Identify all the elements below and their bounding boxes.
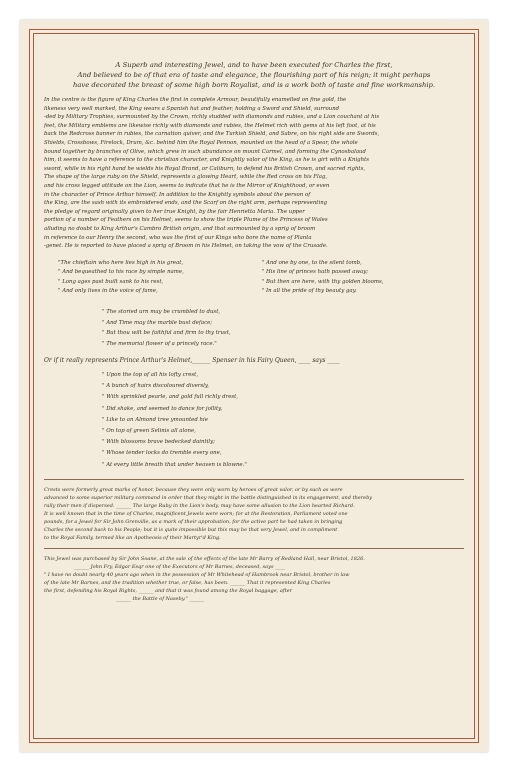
text-line: The shape of the large ruby on the Shield, represents a glowing Heart, while the Red cross on his Flag, bbox=[44, 174, 328, 181]
poem-line: "The chieftain who here lies high in his great, bbox=[58, 259, 184, 266]
stanza-one bbox=[102, 307, 464, 349]
poem-line: " And Time may the marble bust deface; bbox=[102, 319, 213, 326]
poem-line: " Long ages past built sank to his rest, bbox=[58, 278, 164, 285]
text-line: In the centre is the figure of King Charles the first in complete Armour, beautifully enamelled on fine gold, the bbox=[44, 97, 347, 103]
text-line: the pledge of regard originally given to her true Knight, by the fair Henrietta Maria. The upper bbox=[44, 208, 305, 215]
description-paragraph bbox=[44, 96, 464, 251]
text-line: him, it seems to have a reference to the christian character, and Knightly valor of the King, as he is girt with a Knights bbox=[44, 157, 370, 164]
text-line: feet, the Military emblems are likewise richly with diamonds and rubies, the Helmet rich with gems at his left foot, at his bbox=[44, 122, 376, 129]
poem-line: " A bunch of hairs discoloured diversly, bbox=[102, 383, 209, 390]
notes-paragraph bbox=[44, 486, 464, 542]
text-line: Crests were formerly great marks of honor, because they were only worn by heroes of great valor, or by such as were bbox=[44, 486, 343, 493]
poem-line: " Like to an Almond tree ymounted hie bbox=[102, 416, 208, 423]
text-line: bound together by branches of Olive, which grew in such abundance on mount Carmel, and forming the Cynosbalaud bbox=[44, 148, 366, 155]
poem-left-column bbox=[58, 259, 246, 297]
poem-line: " But then are here, with thy golden blooms, bbox=[261, 278, 384, 285]
text-line: -genet. He is reported to have placed a sprig of Broom in his Helmet, on taking the vow of the Crusade. bbox=[44, 243, 328, 250]
poem-line: " And bequeathed to his race by simple name, bbox=[58, 269, 184, 276]
text-line: likeness very well marked, the King wears a Spanish hat and feather, holding a Sword and Shield, surround bbox=[44, 105, 340, 112]
poem-line: " In all the pride of thy beauty gay. bbox=[261, 288, 357, 295]
poem-line: " At every little breath that under heaven is blowne." bbox=[102, 461, 247, 468]
divider bbox=[44, 479, 464, 480]
heading-line: And believed to be of that era of taste and elegance, the flourishing part of his reign; it might perhaps bbox=[77, 71, 431, 79]
poem-line: " The storied urn may be crumbled to dust, bbox=[102, 309, 221, 316]
text-line: portion of a number of Feathers on his Helmet, seems to show the triple Plume of the Princess of Wales bbox=[44, 217, 328, 224]
text-line: Shields, Crossbows, Firelock, Drum, &c. behind him the Royal Pennon, mounted on the head of a Spear, the whole bbox=[44, 139, 358, 146]
text-line: in reference to our Henry the second, who was the first of our Kings who bore the name of Planta bbox=[44, 234, 312, 241]
poem-line: " His line of princes hath passed away; bbox=[261, 269, 369, 276]
text-line: This Jewel was purchased by Sir John Soane, at the sale of the effects of the late Mr Barry of Redland Hall, near Bristol, 1826. bbox=[44, 555, 365, 562]
text-line: to the Royal Family, termed like an Apotheosis of their Martyr'd King. bbox=[44, 534, 221, 541]
poem-line: " With blossoms brave bedecked daintily; bbox=[102, 439, 215, 446]
poem-line: " Whose tender locks do tremble every one, bbox=[102, 450, 222, 457]
heading-line: have decorated the breast of some high born Royalist, and is a work both of taste and fine workmanship. bbox=[72, 81, 436, 89]
text-line: ______ the Battle of Naseby." ______ bbox=[116, 595, 205, 602]
spenser-intro-line: Or if it really represents Prince Arthur's Helmet,______ Spenser in his Fairy Queen, ____ says ____ bbox=[44, 357, 340, 365]
text-line: advanced to some superior military command in order that they might in the battle distinguished in its engagement, and thereby bbox=[44, 494, 373, 501]
text-line: in the character of Prince Arthur himself. In addition to the Knightly symbols about the person of bbox=[44, 191, 311, 198]
heading bbox=[44, 60, 464, 90]
text-line: of the late Mr Barnes, and the tradition whether true, or false, has been. ______ That it represented King Charles bbox=[44, 579, 331, 586]
manuscript-text bbox=[44, 60, 464, 603]
text-line: It is well known that in the time of Charles, magnificent Jewels were worn; for at the Restoration, Parliament voted one bbox=[44, 510, 348, 517]
provenance-paragraph bbox=[44, 555, 464, 603]
text-line: the King, are the sash with its embroidered ends, and the Scarf on the right arm, perhaps representing bbox=[44, 200, 328, 207]
text-line: sword, while in his right hand he wields his Royal Brand, or Caliburn, to defend his British Crown, and sacred rights, bbox=[44, 165, 366, 172]
heading-line: A Superb and interesting Jewel, and to have been executed for Charles the first, bbox=[115, 61, 393, 69]
poem-line: " Upon the top of all his lofty crest, bbox=[102, 372, 199, 379]
poem-columns bbox=[58, 259, 450, 297]
text-line: alluding no doubt to King Arthur's Cambro British origin, and that surmounted by a sprig of broom bbox=[44, 225, 316, 232]
poem-line: " Did shake, and seemed to dance for jollity, bbox=[102, 405, 223, 412]
text-line: rally their men if dispersed. ______ The large Ruby in the Lion's body, may have some allusion to the Lion hearted Richard. bbox=[44, 502, 355, 509]
text-line: ______ John Fry, Edgar Esqr one of the Executors of Mr Barnes, deceased, says ____ bbox=[74, 563, 286, 570]
poem-line: " With sprinkled pearle, and gold full richly drest, bbox=[102, 394, 239, 401]
text-line: -ded by Military Trophies, surmounted by the Crown, richly studded with diamonds and rubies, and a Lion couchant at his bbox=[44, 114, 380, 121]
poem-right-column bbox=[262, 259, 450, 297]
poem-line: " The memorial flower of a princely race." bbox=[102, 340, 217, 347]
text-line: and his cross legged attitude on the Lion, seems to indicate that he is the Mirror of Knighthood, or even bbox=[44, 182, 330, 189]
poem-line: " And only lives in the voice of fame, bbox=[58, 288, 158, 295]
stanza-two bbox=[102, 370, 464, 471]
text-line: pounds, for a Jewel for Sir John Grenville, as a mark of their approbation, for the active part he had taken in bringing bbox=[44, 518, 343, 525]
text-line: back the Redcross banner in rubies, the carnation quiver, and the Turkish Shield, and Sabre, on his right side are Swords, bbox=[44, 131, 380, 138]
poem-line: " But thou wilt be faithful and firm to thy trust, bbox=[102, 330, 231, 337]
poem-line: " And one by one, to the silent tomb, bbox=[261, 259, 362, 266]
divider bbox=[44, 548, 464, 549]
manuscript-sheet bbox=[20, 20, 488, 752]
text-line: Charles the second back to his People; but it is quite impossible but this may be that very Jewel, and in compliment bbox=[44, 526, 338, 533]
poem-line: " On top of green Selinis all alone, bbox=[102, 428, 196, 435]
text-line: " I have no doubt nearly 40 years ago when in the possession of Mr Whitehead of Hambrook near Bristol, brother in law bbox=[44, 571, 350, 578]
text-line: the first, defending his Royal Rights, ______ and that it was found among the Royal baggage, after bbox=[44, 587, 293, 594]
